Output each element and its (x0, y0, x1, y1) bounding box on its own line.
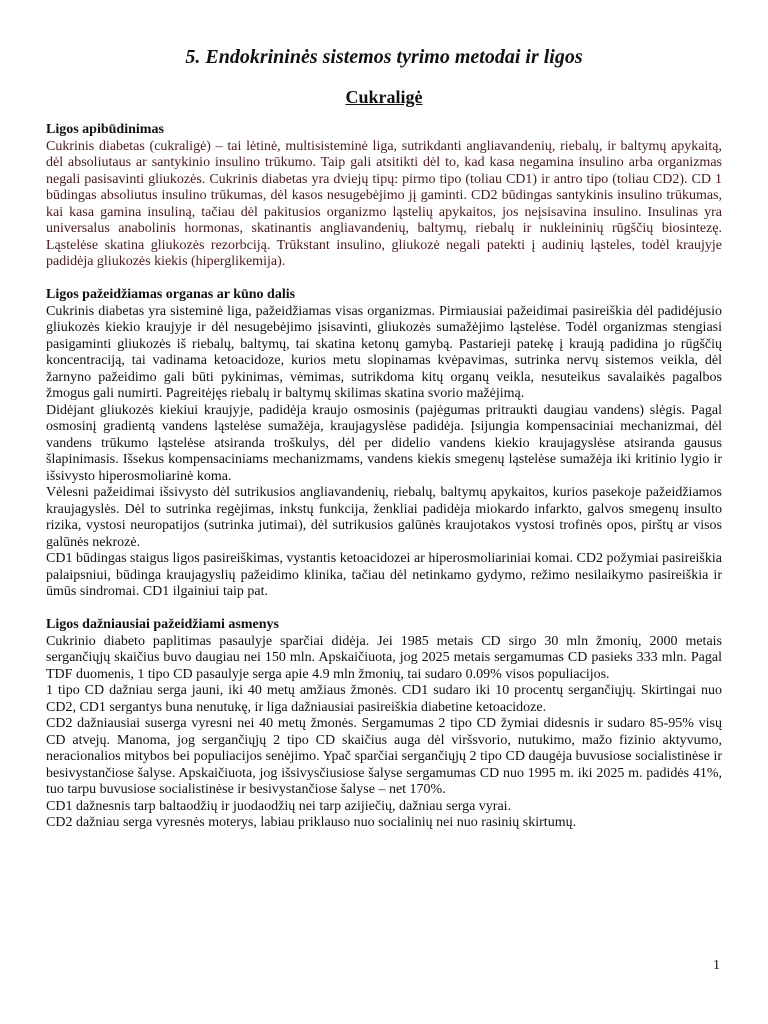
page-number: 1 (713, 958, 720, 973)
paragraph: CD1 dažnesnis tarp baltaodžių ir juodaodžių nei tarp azijiečių, dažniau serga vyrai. (46, 798, 512, 814)
spacer (46, 271, 722, 288)
paragraph: 1 tipo CD dažniau serga jauni, iki 40 metų amžiaus žmonės. CD1 sudaro iki 10 procentų sergančiųjų. Skirtingai nuo CD2, CD1 sergantys buna nenutukę, ir liga dažniausiai pasireiškia diabetine ketoacidoze. (46, 683, 722, 715)
section-affected-organs (46, 287, 722, 601)
section-definition (46, 122, 722, 271)
spacer (46, 601, 722, 618)
paragraph: CD1 būdingas staigus ligos pasireiškimas, vystantis ketoacidozei ar hiperosmoliariniai komai. CD2 požymiai pasireiškia palaipsniui, būdinga kraujagyslių pažeidimo klinika, tačiau dėl netinkamo gydymo, režimo nesilaikymo pasireiškia ir ūmūs sindromai. CD1 ilgainiui taip pat. (46, 551, 722, 599)
heading-affected-organs: Ligos pažeidžiamas organas ar kūno dalis (46, 287, 296, 302)
paragraph: Cukrinis diabetas yra sisteminė liga, pažeidžiamas visas organizmas. Pirmiausiai pažeidimai pasireiškia dėl padidėjusio gliukozės kiekio kraujyje ir dėl nesugebėjimo įsisavinti, gliukozės sumažėjimo ląstelėse. Todėl organizmas stengiasi pasigaminti gliukozės iš riebalų, baltymų, tai skatina ketonų gamybą. Pastarieji patekę į kraują padidina jo rūgščių koncentraciją, tai vadinama ketoacidoze, kurios metu slopinamas kvėpavimas, sutrinka nervų sistemos veikla, dėl žarnyno pažeidimo gali būti pykinimas, vėmimas, sutrikdoma kitų organų veikla, nesuteikus savalaikės pagalbos žmogus gali numirti. Pagreitėjęs riebalų ir baltymų skilimas skatina svorio mažėjimą. (46, 303, 722, 401)
paragraph: CD2 dažniau serga vyresnės moterys, labiau priklauso nuo socialinių nei nuo rasinių skirtumų. (46, 815, 577, 830)
paragraph: CD2 dažniausiai suserga vyresni nei 40 metų žmonės. Sergamumas 2 tipo CD žymiai didesnis ir sudaro 85-95% visų CD atvejų. Manoma, jog sergančiųjų 2 tipo CD skaičius auga dėl viršsvorio, nutukimo, mažo fizinio aktyvumo, neracionalios mitybos bei populiacijos senėjimo. Ypač sparčiai sergančiųjų 2 tipo CD daugėja buvusiose socialistinėse ir besivystančiose šalyse. Apskaičiuota, jog išsivysčiusiose šalyse sergamumas CD nuo 1995 m. iki 2025 m. padidės 41%, tuo tarpu buvusiose socialistinėse ir besivystančiose šalyse – net 170%. (46, 716, 722, 797)
heading-definition: Ligos apibūdinimas (46, 122, 164, 137)
paragraph: Cukrinio diabeto paplitimas pasaulyje sparčiai didėja. Jei 1985 metais CD sirgo 30 mln žmonių, 2000 metais sergančiųjų skaičius buvo daugiau nei 150 mln. Apskaičiuota, jog 2025 metais sergamumas CD pasieks 333 mln. Pagal TDF duomenis, 1 tipo CD pasaulyje serga apie 4.9 mln žmonių, tai sudaro 0.09% visos populiacijos. (46, 633, 722, 682)
paragraph: Didėjant gliukozės kiekiui kraujyje, padidėja kraujo osmosinis (pajėgumas pritraukti daugiau vandens) slėgis. Pagal osmosinį gradientą vandens ląstelėse sumažėja, kraujagyslėse padidėja. Įsijungia kompensaciniai mechanizmai, dėl vandens trūkumo ląstelėse atsiranda troškulys, dėl per didelio vandens kiekio kraujagyslėse atsiranda gausus šlapinimasis. Išsekus kompensaciniams mechanizmams, vandens kiekis smegenų ląstelėse sumažėja iki kritinio lygio ir išsivysto hiperosmoliarinė koma. (46, 402, 722, 484)
section-title: Cukraligė (345, 87, 423, 107)
chapter-title: 5. Endokrininės sistemos tyrimo metodai ir ligos (185, 46, 583, 68)
heading-affected-people: Ligos dažniausiai pažeidžiami asmenys (46, 617, 279, 632)
paragraph: Cukrinis diabetas (cukraligė) – tai lėtinė, multisisteminė liga, sutrikdanti angliavandenių, riebalų, ir baltymų apykaitą, dėl absoliutaus ar santykinio insulino trūkumo. Taip gali atsitikti dėl to, kad kasa negamina insulino arba organizmas negali pasisavinti gliukozės. Cukrinis diabetas yra dviejų tipų: pirmo tipo (toliau CD1) ir antro tipo (toliau CD2). CD 1 būdingas absoliutus insulino trūkumas, dėl kasos nesugebėjimo jį gaminti. CD2 būdingas santykinis insulino trūkumas, kai kasa gamina insuliną, tačiau dėl pakitusios organizmo ląstelių apykaitos, jos neįsisavina insulino. Insulinas yra universalus anabolinis hormonas, skatinantis angliavandenių, baltymų, riebalų ir nukleininių rūgščių biosintezę. Ląstelėse skatina gliukozės rezorbciją. Trūkstant insulino, gliukozė negali patekti į audinių ląsteles, todėl kraujyje padidėja gliukozės kiekis (hiperglikemija). (46, 138, 722, 269)
paragraph: Vėlesni pažeidimai išsivysto dėl sutrikusios angliavandenių, riebalų, baltymų apykaitos, kurios pasekoje pažeidžiamos kraujagyslės. Dėl to sutrinka regėjimas, inkstų funkcija, ženkliai padidėja miokardo infarkto, galvos smegenų insulto rizika, vystosi neuropatijos (sutrinka jutimai), dėl sutrikusios galūnės kraujotakos vystosi trofinės opos, pirštų ar visos galūnės nekrozė. (46, 485, 722, 550)
section-affected-people (46, 617, 722, 832)
